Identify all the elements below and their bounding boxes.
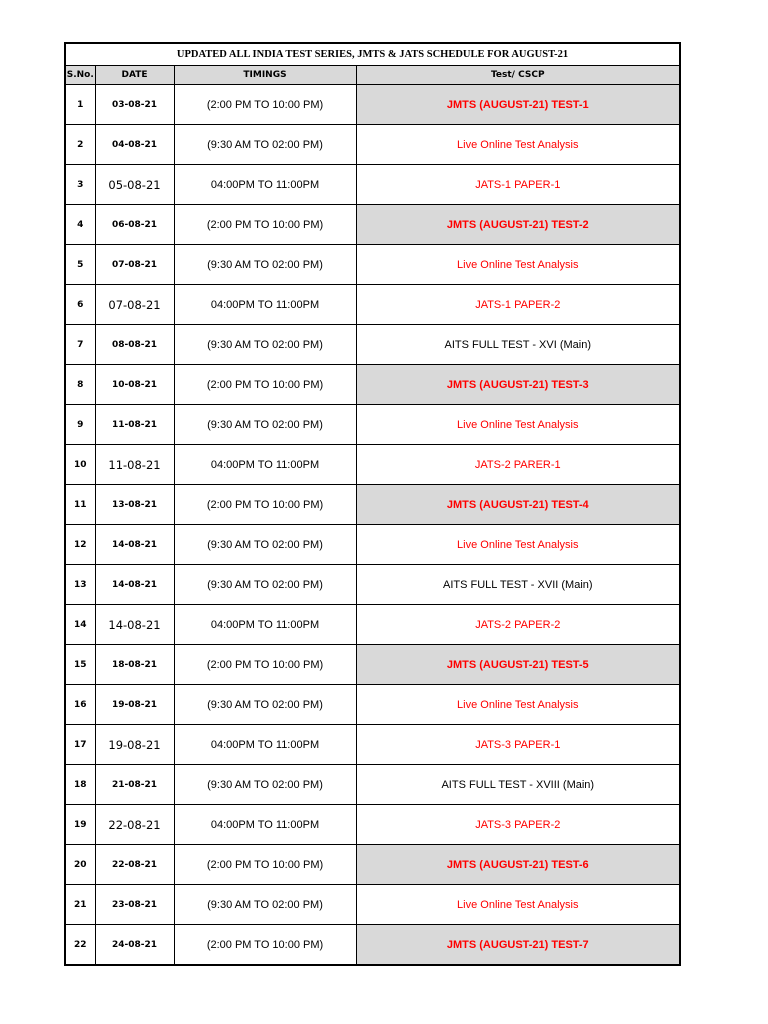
table-row [65,285,680,325]
timings-cell: (9:30 AM TO 02:00 PM) [174,325,356,365]
test-name-cell: JMTS (AUGUST-21) TEST-3 [356,365,680,405]
serial-number-cell: 5 [65,245,95,285]
date-cell: 22-08-21 [95,805,174,845]
timings-cell: (9:30 AM TO 02:00 PM) [174,125,356,165]
date-cell: 11-08-21 [95,445,174,485]
test-name-cell: AITS FULL TEST - XVI (Main) [356,325,680,365]
test-name-cell: JMTS (AUGUST-21) TEST-4 [356,485,680,525]
table-row [65,325,680,365]
test-name-cell: JMTS (AUGUST-21) TEST-6 [356,845,680,885]
date-cell: 19-08-21 [95,685,174,725]
table-row [65,85,680,125]
test-name-cell: JMTS (AUGUST-21) TEST-7 [356,925,680,966]
test-name-cell: JMTS (AUGUST-21) TEST-1 [356,85,680,125]
test-name-cell: JATS-3 PAPER-2 [356,805,680,845]
header-date: DATE [95,66,174,85]
serial-number-cell: 1 [65,85,95,125]
serial-number-cell: 15 [65,645,95,685]
table-row [65,685,680,725]
serial-number-cell: 13 [65,565,95,605]
timings-cell: (2:00 PM TO 10:00 PM) [174,365,356,405]
serial-number-cell: 12 [65,525,95,565]
table-row [65,765,680,805]
date-cell: 24-08-21 [95,925,174,966]
date-cell: 07-08-21 [95,285,174,325]
test-name-cell: Live Online Test Analysis [356,245,680,285]
serial-number-cell: 8 [65,365,95,405]
table-row [65,845,680,885]
test-name-cell: Live Online Test Analysis [356,525,680,565]
date-cell: 04-08-21 [95,125,174,165]
timings-cell: (2:00 PM TO 10:00 PM) [174,845,356,885]
timings-cell: 04:00PM TO 11:00PM [174,725,356,765]
serial-number-cell: 7 [65,325,95,365]
header-sno: S.No. [65,66,95,85]
timings-cell: (9:30 AM TO 02:00 PM) [174,765,356,805]
timings-cell: (2:00 PM TO 10:00 PM) [174,85,356,125]
timings-cell: 04:00PM TO 11:00PM [174,445,356,485]
serial-number-cell: 16 [65,685,95,725]
table-row [65,725,680,765]
table-row [65,125,680,165]
date-cell: 18-08-21 [95,645,174,685]
serial-number-cell: 19 [65,805,95,845]
timings-cell: (2:00 PM TO 10:00 PM) [174,925,356,966]
serial-number-cell: 2 [65,125,95,165]
table-row [65,645,680,685]
timings-cell: (2:00 PM TO 10:00 PM) [174,205,356,245]
table-row [65,485,680,525]
serial-number-cell: 3 [65,165,95,205]
header-test: Test/ CSCP [356,66,680,85]
timings-cell: (2:00 PM TO 10:00 PM) [174,645,356,685]
table-row [65,525,680,565]
timings-cell: (9:30 AM TO 02:00 PM) [174,885,356,925]
table-row [65,405,680,445]
timings-cell: (2:00 PM TO 10:00 PM) [174,485,356,525]
timings-cell: (9:30 AM TO 02:00 PM) [174,685,356,725]
serial-number-cell: 11 [65,485,95,525]
table-row [65,925,680,966]
serial-number-cell: 18 [65,765,95,805]
table-row [65,445,680,485]
date-cell: 05-08-21 [95,165,174,205]
date-cell: 19-08-21 [95,725,174,765]
serial-number-cell: 14 [65,605,95,645]
header-timings: TIMINGS [174,66,356,85]
test-name-cell: JATS-2 PARER-1 [356,445,680,485]
serial-number-cell: 20 [65,845,95,885]
date-cell: 22-08-21 [95,845,174,885]
timings-cell: (9:30 AM TO 02:00 PM) [174,405,356,445]
serial-number-cell: 9 [65,405,95,445]
table-row [65,205,680,245]
timings-cell: 04:00PM TO 11:00PM [174,165,356,205]
table-row [65,365,680,405]
date-cell: 10-08-21 [95,365,174,405]
serial-number-cell: 22 [65,925,95,966]
schedule-table [64,42,681,966]
date-cell: 07-08-21 [95,245,174,285]
test-name-cell: Live Online Test Analysis [356,125,680,165]
serial-number-cell: 4 [65,205,95,245]
date-cell: 14-08-21 [95,565,174,605]
date-cell: 13-08-21 [95,485,174,525]
table-row [65,165,680,205]
test-name-cell: Live Online Test Analysis [356,405,680,445]
date-cell: 06-08-21 [95,205,174,245]
serial-number-cell: 10 [65,445,95,485]
date-cell: 14-08-21 [95,605,174,645]
serial-number-cell: 6 [65,285,95,325]
date-cell: 23-08-21 [95,885,174,925]
date-cell: 08-08-21 [95,325,174,365]
timings-cell: (9:30 AM TO 02:00 PM) [174,565,356,605]
serial-number-cell: 21 [65,885,95,925]
date-cell: 14-08-21 [95,525,174,565]
title-row [65,43,680,66]
date-cell: 11-08-21 [95,405,174,445]
test-name-cell: JMTS (AUGUST-21) TEST-5 [356,645,680,685]
table-row [65,605,680,645]
date-cell: 21-08-21 [95,765,174,805]
test-name-cell: JMTS (AUGUST-21) TEST-2 [356,205,680,245]
date-cell: 03-08-21 [95,85,174,125]
header-row [65,66,680,85]
timings-cell: (9:30 AM TO 02:00 PM) [174,525,356,565]
timings-cell: (9:30 AM TO 02:00 PM) [174,245,356,285]
timings-cell: 04:00PM TO 11:00PM [174,605,356,645]
test-name-cell: JATS-1 PAPER-1 [356,165,680,205]
timings-cell: 04:00PM TO 11:00PM [174,285,356,325]
table-row [65,885,680,925]
test-name-cell: Live Online Test Analysis [356,885,680,925]
schedule-title: UPDATED ALL INDIA TEST SERIES, JMTS & JATS SCHEDULE FOR AUGUST-21 [65,43,680,66]
table-row [65,805,680,845]
test-name-cell: JATS-3 PAPER-1 [356,725,680,765]
table-row [65,245,680,285]
table-row [65,565,680,605]
test-name-cell: JATS-1 PAPER-2 [356,285,680,325]
test-name-cell: AITS FULL TEST - XVII (Main) [356,565,680,605]
serial-number-cell: 17 [65,725,95,765]
test-name-cell: AITS FULL TEST - XVIII (Main) [356,765,680,805]
test-name-cell: Live Online Test Analysis [356,685,680,725]
timings-cell: 04:00PM TO 11:00PM [174,805,356,845]
test-name-cell: JATS-2 PAPER-2 [356,605,680,645]
